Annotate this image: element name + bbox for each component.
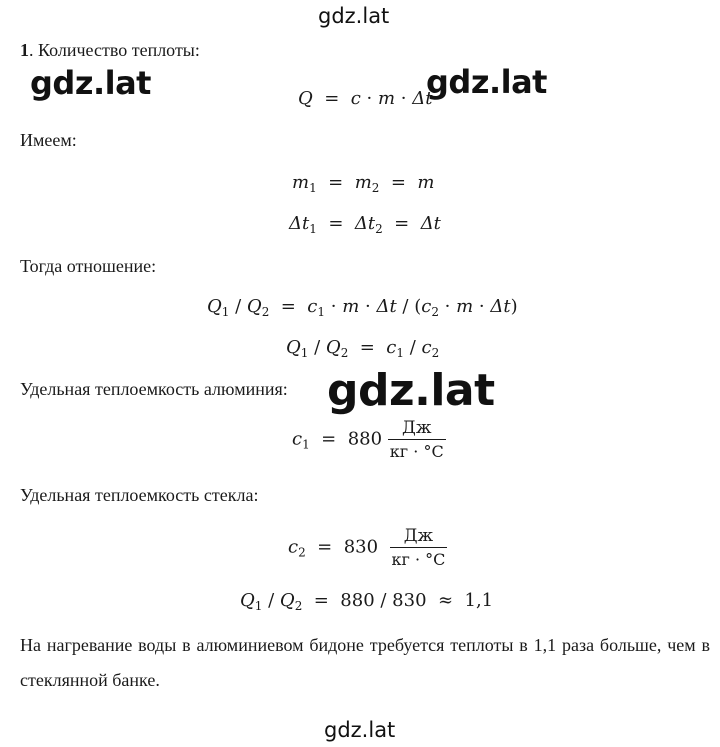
then-label: Тогда отношение:	[20, 256, 157, 276]
unit-numerator: Дж	[388, 418, 446, 440]
watermark-left: gdz.lat	[30, 64, 151, 102]
watermark-center: gdz.lat	[327, 365, 495, 416]
formula-main: Q = c · m · Δt	[298, 88, 433, 109]
unit-fraction-c2	[390, 526, 448, 569]
equation-mass: $m_1 = m_2 = m$	[292, 172, 435, 195]
watermark-right: gdz.lat	[426, 63, 547, 101]
equation-result: $Q_1 / Q_2 = 880 / 830 \approx 1,1$	[240, 590, 494, 613]
equation-delta-t: $\Delta t_1 = \Delta t_2 = \Delta t$	[289, 213, 441, 236]
equation-c1: $c_1 = 880$ $\frac{Дж}{кг \cdot ^\circ C}$	[292, 418, 444, 461]
unit-denominator: кг · °C	[391, 550, 446, 569]
c1-value: 880	[347, 428, 383, 450]
equation-ratio-full: $Q_1 / Q_2 = c_1 \cdot m \cdot \Delta t / (c_2 \cdot m \cdot \Delta t)$	[207, 296, 518, 319]
unit-numerator: Дж	[390, 526, 448, 548]
unit-denominator: кг · °C	[389, 442, 444, 461]
equation-ratio-short: $Q_1 / Q_2 = c_1 / c_2$	[286, 337, 440, 360]
equation-c2: $c_2 = 830$ $\frac{Дж}{кг \cdot ^\circ C}$	[288, 526, 446, 569]
have-label: Имеем:	[20, 130, 77, 150]
aluminium-label: Удельная теплоемкость алюминия:	[20, 379, 288, 399]
unit-fraction-c1	[388, 418, 446, 461]
c2-value: 830	[343, 536, 379, 558]
conclusion-paragraph: На нагревание воды в алюминиевом бидоне требуется теплоты в 1,1 раза больше, чем в стеклянной банке.	[20, 635, 710, 690]
watermark-top: gdz.lat	[318, 4, 390, 28]
intro-line	[20, 40, 200, 61]
problem-number: 1	[20, 40, 29, 60]
intro-text: . Количество теплоты:	[29, 40, 200, 60]
glass-label: Удельная теплоемкость стекла:	[20, 485, 259, 505]
watermark-bottom: gdz.lat	[324, 718, 396, 742]
